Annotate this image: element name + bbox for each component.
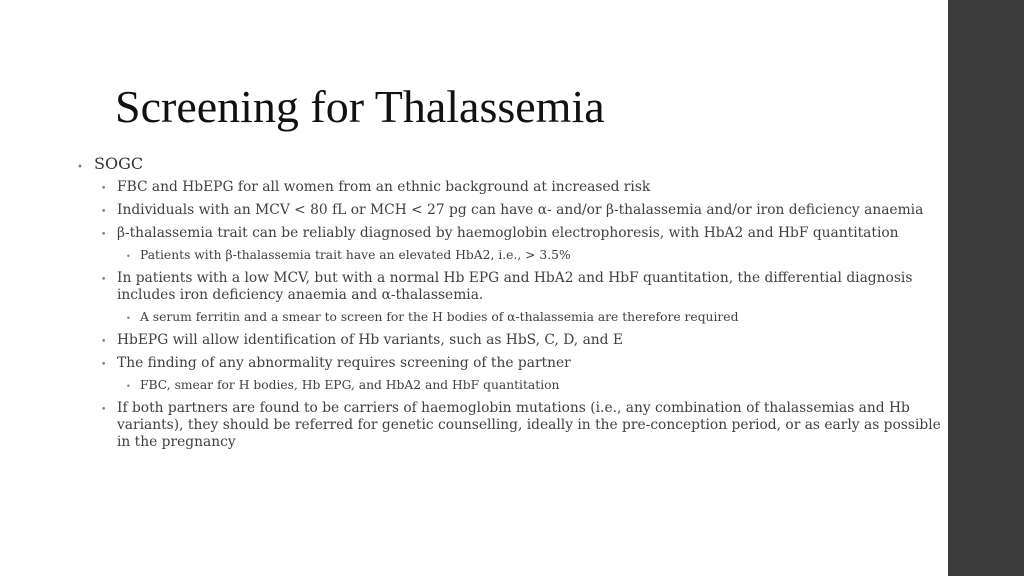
list-item (0, 310, 950, 325)
bullet-text: Patients with β-thalassemia trait have an elevated HbA2, i.e., > 3.5% (140, 248, 571, 262)
bullet-text: FBC and HbEPG for all women from an ethnic background at increased risk (117, 179, 651, 195)
bullet-icon: • (101, 360, 107, 370)
bullet-icon: • (126, 314, 131, 323)
list-item (0, 378, 950, 393)
bullet-icon: • (101, 184, 107, 194)
bullet-text: β-thalassemia trait can be reliably diagnosed by haemoglobin electrophoresis, with HbA2 and HbF quantitation (117, 225, 899, 241)
bullet-icon: • (126, 252, 131, 261)
bullet-text: HbEPG will allow identification of Hb variants, such as HbS, C, D, and E (117, 332, 623, 348)
list-item (0, 179, 950, 196)
bullet-text: A serum ferritin and a smear to screen for the H bodies of α-thalassemia are therefore required (140, 310, 739, 324)
bullet-text: FBC, smear for H bodies, Hb EPG, and HbA2 and HbF quantitation (140, 378, 560, 392)
bullet-icon: • (126, 382, 131, 391)
bullet-icon: • (101, 230, 107, 240)
list-item (0, 400, 950, 451)
bullet-icon: • (101, 405, 107, 415)
bullet-text: SOGC (94, 154, 144, 173)
bullet-sogc (0, 154, 950, 174)
list-item (0, 270, 950, 304)
bullet-icon: • (101, 207, 107, 217)
list-item (0, 225, 950, 242)
slide-body (0, 154, 950, 457)
bullet-icon: • (101, 337, 107, 347)
list-item (0, 202, 950, 219)
list-item (0, 332, 950, 349)
bullet-text: In patients with a low MCV, but with a normal Hb EPG and HbA2 and HbF quantitation, the differential diagnosis includes iron deficiency anaemia and α-thalassemia. (117, 270, 913, 303)
slide-title: Screening for Thalassemia (115, 81, 605, 132)
list-item (0, 355, 950, 372)
right-sidebar-bar (948, 0, 1024, 576)
bullet-icon: • (101, 275, 107, 285)
bullet-text: The finding of any abnormality requires screening of the partner (117, 355, 571, 371)
list-item (0, 248, 950, 263)
bullet-text: Individuals with an MCV < 80 fL or MCH < 27 pg can have α- and/or β-thalassemia and/or iron deficiency anaemia (117, 202, 924, 218)
bullet-icon: • (77, 162, 83, 173)
bullet-text: If both partners are found to be carriers of haemoglobin mutations (i.e., any combination of thalassemias and Hb variants), they should be referred for genetic counselling, ideally in the pre-conception period, or as early as possible in the pregnancy (117, 400, 941, 450)
